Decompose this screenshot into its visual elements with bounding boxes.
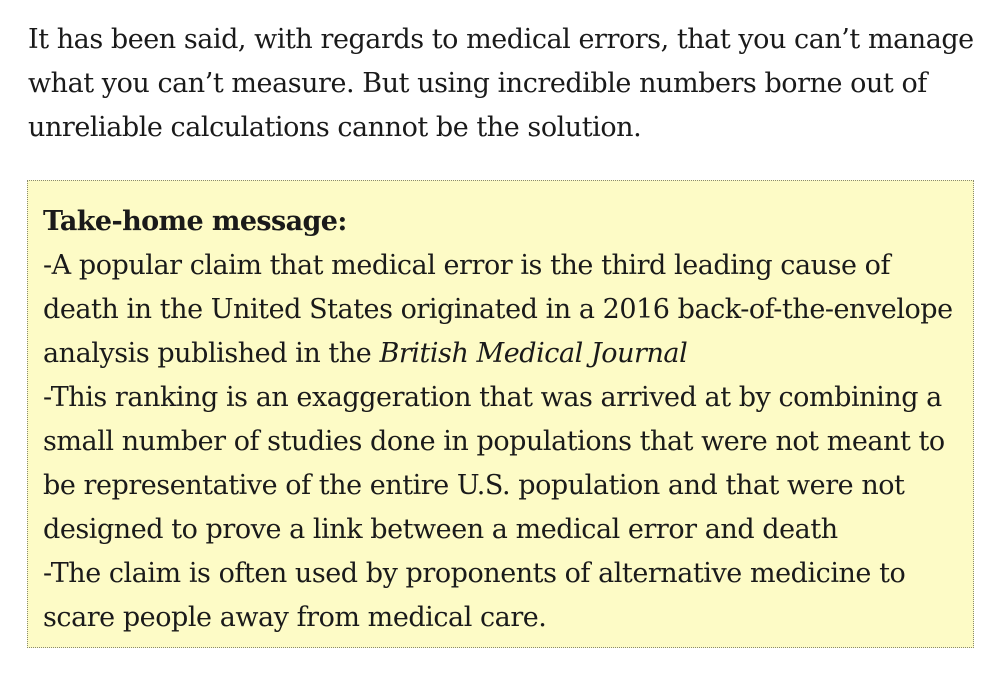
intro-paragraph: It has been said, with regards to medical errors, that you can’t manage what you can’t measure. But using incredible numbers borne out of unreliable calculations cannot be the solution. (28, 24, 974, 143)
take-home-message-box (27, 180, 974, 648)
take-home-point-1 (43, 244, 961, 376)
take-home-point-1-text: -A popular claim that medical error is the third leading cause of death in the United States originated in a 2016 back-of-the-envelope analysis published in the (43, 250, 953, 369)
take-home-point-2: -This ranking is an exaggeration that was arrived at by combining a small number of studies done in populations that were not meant to be representative of the entire U.S. population and that were not designed to prove a link between a medical error and death (43, 382, 945, 545)
take-home-title: Take-home message: (43, 206, 347, 237)
journal-name: British Medical Journal (379, 338, 688, 369)
take-home-point-3: -The claim is often used by proponents of alternative medicine to scare people away from medical care. (43, 558, 906, 633)
